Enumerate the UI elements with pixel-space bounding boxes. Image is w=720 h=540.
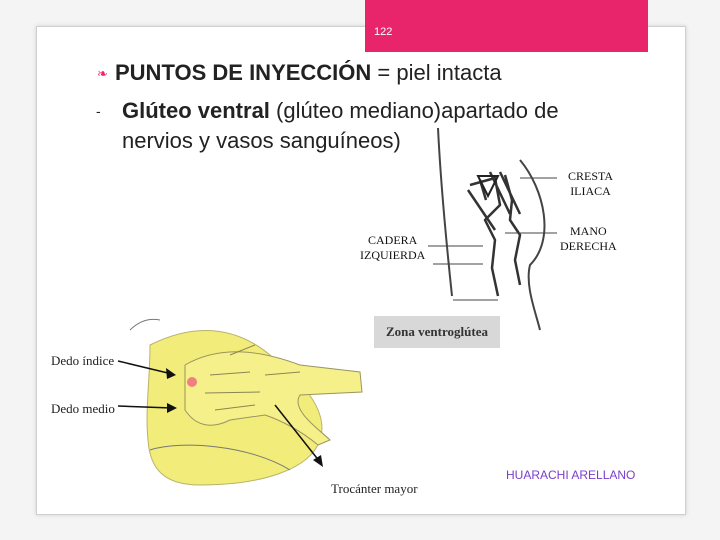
label-cresta-iliaca: CRESTA ILIACA: [568, 169, 614, 198]
author-credit: HUARACHI ARELLANO: [506, 468, 636, 482]
label-mano-derecha: MANO DERECHA: [560, 224, 617, 253]
subtitle-rest: (glúteo mediano)apartado de: [269, 98, 559, 123]
injection-point: [187, 377, 197, 387]
title-rest: = piel intacta: [371, 60, 502, 85]
title-bold: PUNTOS DE INYECCIÓN: [115, 60, 372, 85]
hand-sketch: [468, 172, 520, 296]
label-trocanter-mayor: Trocánter mayor: [331, 481, 418, 496]
subtitle-bold: Glúteo ventral: [122, 98, 270, 123]
label-cadera-izquierda: CADERA IZQUIERDA: [360, 233, 426, 262]
hip-curve: [520, 160, 544, 330]
hand-swirl-bullet-icon: ❧: [97, 66, 108, 82]
zona-ventroglutea-label: Zona ventroglútea: [374, 316, 500, 348]
page-number: 122: [374, 26, 393, 38]
hip-outline: [438, 128, 452, 296]
dash-bullet: -: [96, 103, 101, 119]
subtitle-continuation: nervios y vasos sanguíneos): [122, 128, 401, 153]
label-dedo-medio: Dedo medio: [51, 401, 115, 416]
label-dedo-indice: Dedo índice: [51, 353, 115, 368]
